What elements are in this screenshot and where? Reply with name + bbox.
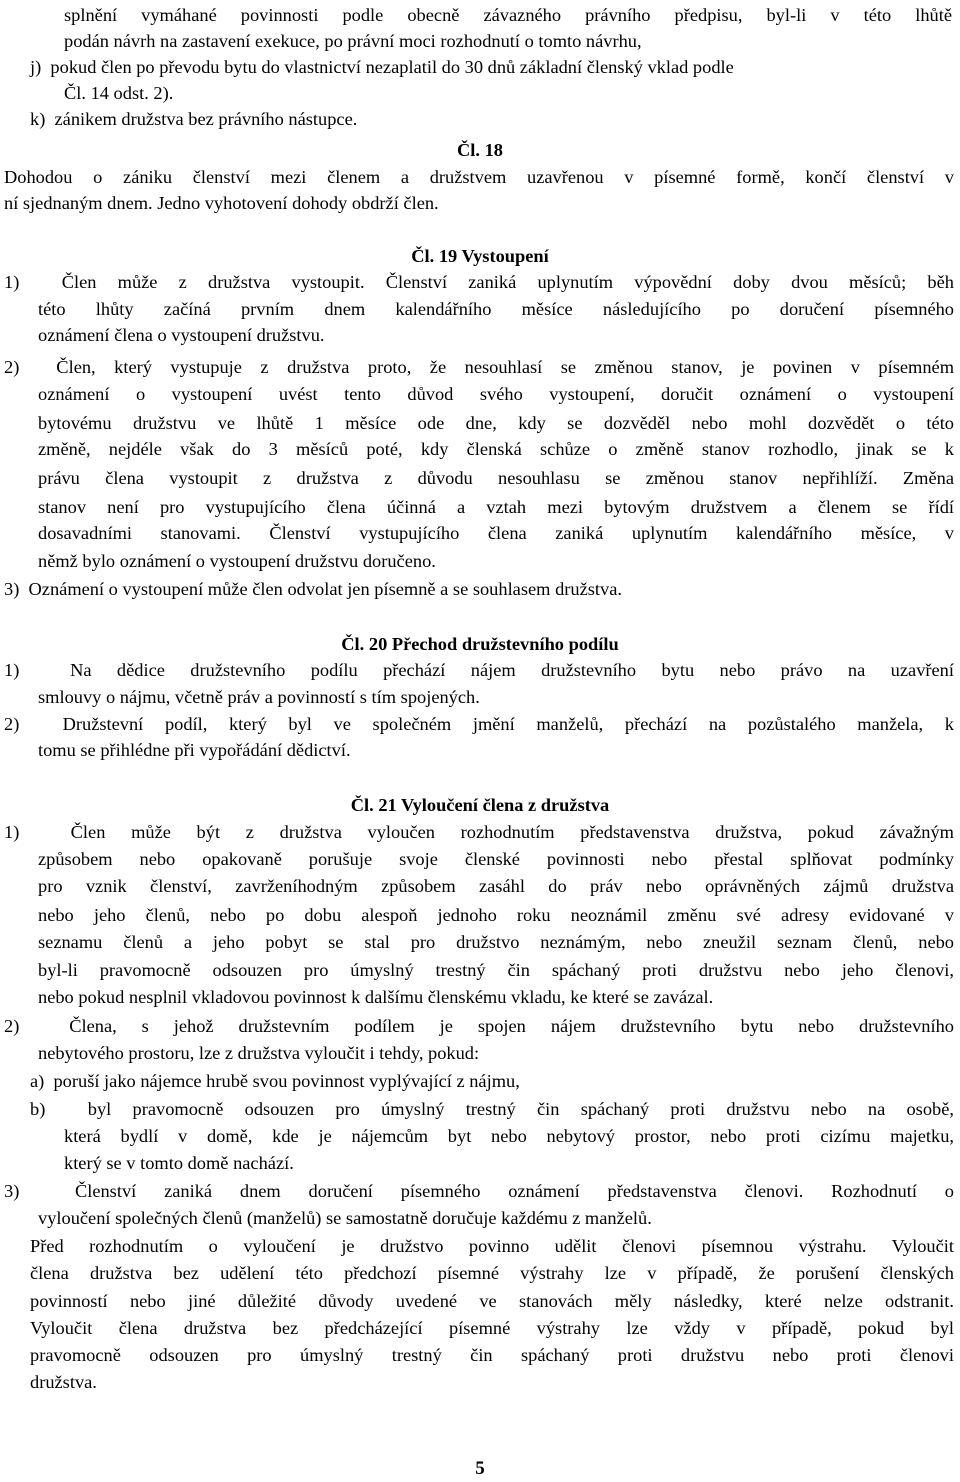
paragraph-line: nebo pokud nesplnil vkladovou povinnost k dalšímu členskému vkladu, ke které se zavázal.: [38, 987, 714, 1007]
text-line: Čl. 14 odst. 2).: [64, 83, 174, 103]
paragraph-line: 3) Členství zaniká dnem doručení písemného oznámení představenstva členovi. Rozhodnutí o: [4, 1181, 954, 1201]
paragraph-line: pravomocně odsouzen pro úmyslný trestný čin spáchaný proti družstvu nebo proti členovi: [30, 1345, 954, 1365]
paragraph-line: člena družstva bez udělení této předchozí písemné výstrahy lze v případě, že porušení členských: [30, 1263, 954, 1283]
sub-item-b: b) byl pravomocně odsouzen pro úmyslný trestný čin spáchaný proti družstvu nebo na osobě,: [30, 1099, 954, 1119]
text-line: ní sjednaným dnem. Jedno vyhotovení dohody obdrží člen.: [4, 193, 439, 213]
paragraph-line: pro vznik členství, zavrženíhodným způsobem zasáhl do práv nebo oprávněných zájmů družstva: [38, 876, 954, 896]
paragraph-line: 3) Oznámení o vystoupení může člen odvolat jen písemně a se souhlasem družstva.: [4, 579, 622, 599]
paragraph-line: nebo jeho členů, nebo po dobu alespoň jednoho roku neoznámil změnu své adresy evidované v: [38, 905, 954, 925]
article-heading-21: Čl. 21 Vyloučení člena z družstva: [350, 795, 610, 815]
sub-item-a: a) poruší jako nájemce hrubě svou povinnost vyplývající z nájmu,: [30, 1071, 520, 1091]
paragraph-line: seznamu členů a jeho pobyt se stal pro družstvo neznámým, nebo zneužil seznam členů, nebo: [38, 932, 954, 952]
paragraph-line: byl-li pravomocně odsouzen pro úmyslný trestný čin spáchaný proti družstvu nebo jeho členovi,: [38, 960, 954, 980]
paragraph-line: 2) Člen, který vystupuje z družstva proto, že nesouhlasí se změnou stanov, je povinen v písemném: [4, 357, 954, 377]
paragraph-line: způsobem nebo opakovaně porušuje svoje členské povinnosti nebo přestal splňovat podmínky: [38, 849, 954, 869]
paragraph-line: Před rozhodnutím o vyloučení je družstvo povinno udělit členovi písemnou výstrahu. Vyloučit: [30, 1236, 954, 1256]
article-heading-18: Čl. 18: [457, 140, 503, 160]
paragraph-line: který se v tomto domě nachází.: [64, 1153, 294, 1173]
paragraph-line: 1) Na dědice družstevního podílu přechází nájem družstevního bytu nebo právo na uzavření: [4, 660, 954, 680]
paragraph-line: němž bylo oznámení o vystoupení družstvu doručeno.: [38, 551, 436, 571]
paragraph-line: smlouvy o nájmu, včetně práv a povinností s tím spojených.: [38, 687, 480, 707]
paragraph-line: 1) Člen může z družstva vystoupit. Členství zaniká uplynutím výpovědní doby dvou měsíců; běh: [4, 272, 954, 292]
article-heading-20: Čl. 20 Přechod družstevního podílu: [341, 634, 619, 654]
paragraph-line: tomu se přihlédne při vypořádání dědictví.: [38, 740, 351, 760]
paragraph-line: 2) Družstevní podíl, který byl ve společném jmění manželů, přechází na pozůstalého manžela, k: [4, 714, 954, 734]
text-line: podán návrh na zastavení exekuce, po právní moci rozhodnutí o tomto návrhu,: [64, 31, 642, 51]
paragraph-line: změně, nejdéle však do 3 měsíců poté, kdy členská schůze o změně stanov rozhodlo, jinak se k: [38, 439, 954, 459]
paragraph-line: této lhůty začíná prvním dnem kalendářního měsíce následujícího po doručení písemného: [38, 299, 954, 319]
paragraph-line: právu člena vystoupit z družstva z důvodu nesouhlasu se změnou stanov nepřihlíží. Změna: [38, 468, 954, 488]
list-item-j: j) pokud člen po převodu bytu do vlastnictví nezaplatil do 30 dnů základní členský vklad podle: [30, 57, 734, 77]
paragraph-line: stanov není pro vystupujícího člena účinná a vztah mezi bytovým družstvem a členem se řídí: [38, 497, 954, 517]
article-heading-19: Čl. 19 Vystoupení: [411, 246, 549, 266]
paragraph-line: družstva.: [30, 1372, 97, 1392]
paragraph-line: Vyloučit člena družstva bez předcházející písemné výstrahy lze vždy v případě, pokud byl: [30, 1318, 954, 1338]
paragraph-line: dosavadními stanovami. Členství vystupujícího člena zaniká uplynutím kalendářního měsíce, v: [38, 523, 954, 543]
list-item-k: k) zánikem družstva bez právního nástupce.: [30, 109, 358, 129]
paragraph-line: oznámení člena o vystoupení družstvu.: [38, 325, 325, 345]
text-line: Dohodou o zániku členství mezi členem a družstvem uzavřenou v písemné formě, končí členství v: [4, 167, 954, 187]
paragraph-line: vyloučení společných členů (manželů) se samostatně doručuje každému z manželů.: [38, 1208, 652, 1228]
page-number: 5: [475, 1458, 485, 1479]
paragraph-line: bytovému družstvu ve lhůtě 1 měsíce ode dne, kdy se dozvěděl nebo mohl dozvědět o této: [38, 413, 954, 433]
paragraph-line: povinností nebo jiné důležité důvody uvedené ve stanovách měly následky, které nelze odstranit.: [30, 1291, 954, 1311]
text-line: splnění vymáhané povinnosti podle obecně závazného právního předpisu, byl-li v této lhůtě: [64, 5, 952, 25]
paragraph-line: oznámení o vystoupení uvést tento důvod svého vystoupení, doručit oznámení o vystoupení: [38, 384, 954, 404]
paragraph-line: která bydlí v domě, kde je nájemcům byt nebo nebytový prostor, nebo proti cizímu majetku,: [64, 1126, 954, 1146]
paragraph-line: 1) Člen může být z družstva vyloučen rozhodnutím představenstva družstva, pokud závažným: [4, 822, 954, 842]
paragraph-line: nebytového prostoru, lze z družstva vyloučit i tehdy, pokud:: [38, 1043, 480, 1063]
paragraph-line: 2) Člena, s jehož družstevním podílem je spojen nájem družstevního bytu nebo družstevního: [4, 1016, 954, 1036]
